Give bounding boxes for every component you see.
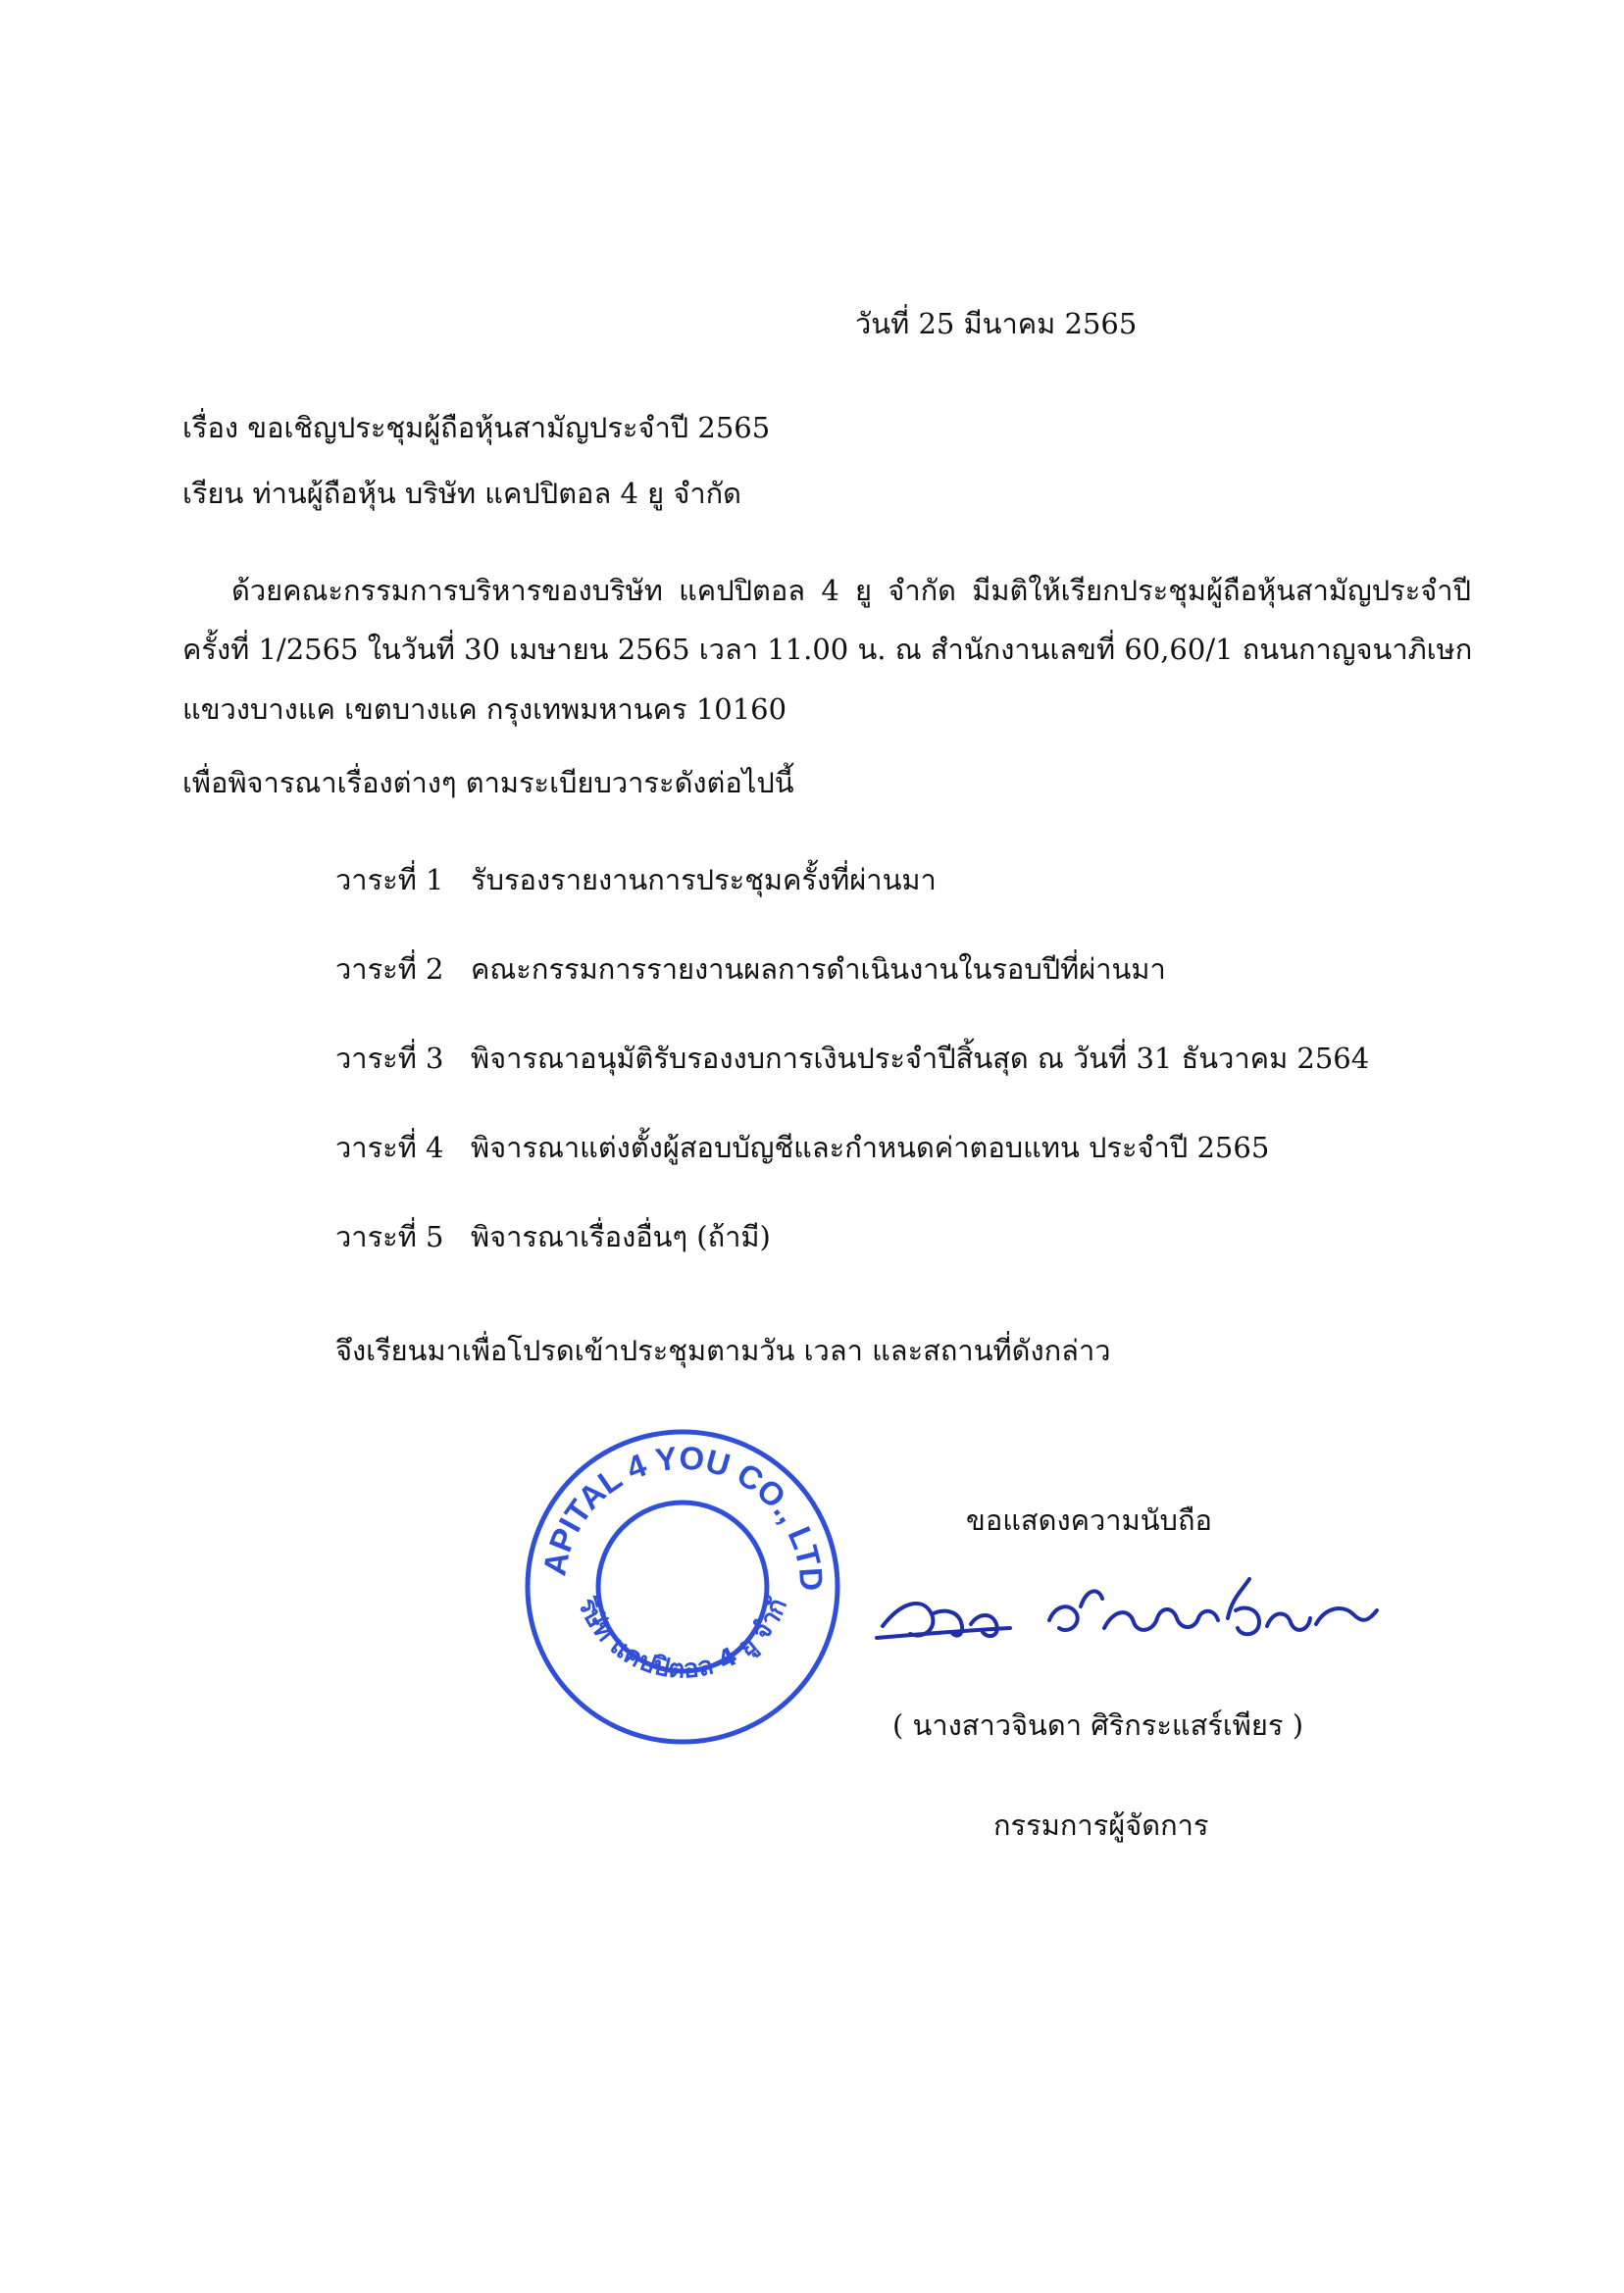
body-paragraph-line-2: ครั้งที่ 1/2565 ในวันที่ 30 เมษายน 2565 เวลา 11.00 น. ณ สำนักงานเลขที่ 60,60/1 ถนนกาญจนาภิเษก: [182, 633, 1473, 666]
signer-name: ( นางสาวจินดา ศิริกระแสร์เพียร ): [892, 1708, 1304, 1742]
seal-thai-text: ริษัท แคปปิตอล 4 ยู จำกั: [572, 1594, 793, 1685]
regards-line: ขอแสดงความนับถือ: [966, 1503, 1212, 1537]
body-paragraph-line-1: ด้วยคณะกรรมการบริหารของบริษัท แคปปิตอล 4 ยู จำกัด มีมติให้เรียกประชุมผู้ถือหุ้นสามัญประจำปี: [231, 574, 1471, 607]
agenda-item-1-text: รับรองรายงานการประชุมครั้งที่ผ่านมา: [471, 863, 937, 896]
agenda-item-5-text: พิจารณาเรื่องอื่นๆ (ถ้ามี): [471, 1220, 771, 1253]
seal-english-text: APITAL 4 YOU CO., LTD: [535, 1439, 831, 1593]
purpose-line: เพื่อพิจารณาเรื่องต่างๆ ตามระเบียบวาระดังต่อไปนี้: [182, 766, 794, 799]
letter-recipient: เรียน ท่านผู้ถือหุ้น บริษัท แคปปิตอล 4 ยู จำกัด: [182, 477, 742, 510]
agenda-item-3-number: วาระที่ 3: [335, 1042, 444, 1075]
agenda-item-5-number: วาระที่ 5: [335, 1220, 444, 1253]
body-paragraph-line-3: แขวงบางแค เขตบางแค กรุงเทพมหานคร 10160: [182, 692, 787, 726]
agenda-item-1-number: วาระที่ 1: [335, 863, 444, 896]
handwritten-signature: [863, 1550, 1393, 1667]
agenda-item-4-number: วาระที่ 4: [335, 1131, 444, 1164]
closing-line: จึงเรียนมาเพื่อโปรดเข้าประชุมตามวัน เวลา และสถานที่ดังกล่าว: [335, 1334, 1111, 1367]
agenda-item-4-text: พิจารณาแต่งตั้งผู้สอบบัญชีและกำหนดค่าตอบแทน ประจำปี 2565: [471, 1131, 1270, 1164]
agenda-item-3-text: พิจารณาอนุมัติรับรองงบการเงินประจำปีสิ้นสุด ณ วันที่ 31 ธันวาคม 2564: [471, 1042, 1370, 1075]
signer-title: กรรมการผู้จัดการ: [993, 1809, 1209, 1842]
agenda-item-2-number: วาระที่ 2: [335, 952, 444, 986]
company-seal: [520, 1424, 845, 1750]
agenda-item-2-text: คณะกรรมการรายงานผลการดำเนินงานในรอบปีที่ผ่านมา: [471, 952, 1166, 986]
seal-rings: [528, 1432, 837, 1742]
letter-date: วันที่ 25 มีนาคม 2565: [855, 307, 1138, 340]
letter-subject: เรื่อง ขอเชิญประชุมผู้ถือหุ้นสามัญประจำปี 2565: [182, 411, 771, 444]
